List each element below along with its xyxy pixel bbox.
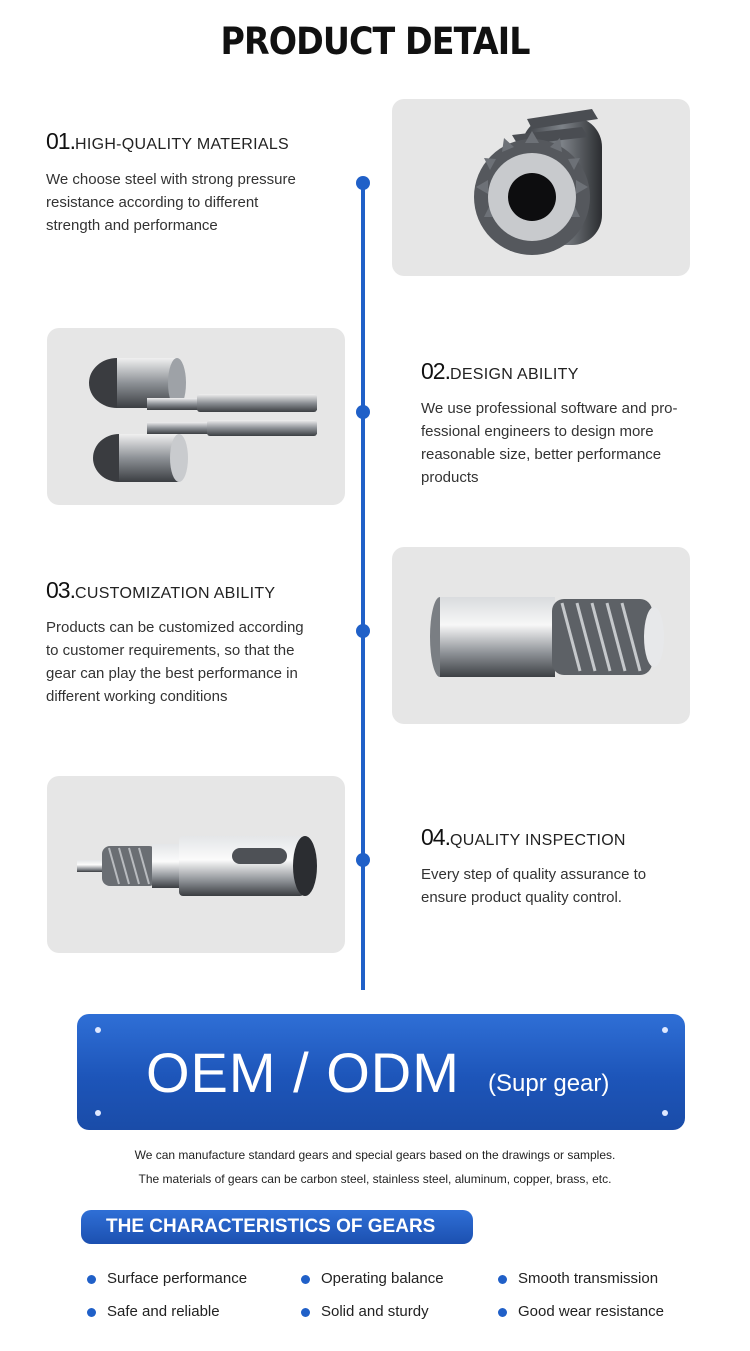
section-title: QUALITY INSPECTION [449, 832, 626, 849]
spur-gear-image [392, 99, 690, 276]
characteristic-item [518, 1303, 664, 1320]
timeline-dot [356, 624, 370, 638]
description-line: reasonable size, better performance [421, 446, 662, 463]
description-line: ensure product quality control. [421, 889, 622, 906]
description-line: to customer requirements, so that the [46, 642, 295, 659]
description-line: We use professional software and pro- [421, 400, 678, 417]
description-line: products [421, 469, 479, 486]
section-description [46, 616, 336, 708]
section-description [46, 168, 336, 237]
description-line: strength and performance [46, 217, 218, 234]
characteristic-label: Smooth transmission [518, 1270, 659, 1287]
characteristic-label: Safe and reliable [107, 1303, 220, 1320]
section-heading [421, 358, 579, 385]
helical-gear-shaft-image [392, 547, 690, 724]
bullet-dot [498, 1275, 507, 1284]
bullet-dot [87, 1308, 96, 1317]
timeline-line [361, 183, 365, 990]
section-heading [421, 824, 626, 851]
characteristic-label: Operating balance [321, 1270, 444, 1287]
characteristic-item [107, 1303, 220, 1320]
timeline-dot [356, 853, 370, 867]
materials-note: The materials of gears can be carbon steel, stainless steel, aluminum, copper, brass, etc. [138, 1172, 612, 1186]
rivet-dot [662, 1027, 668, 1033]
section-number: 04. [421, 824, 450, 850]
oem-odm-banner [77, 1014, 685, 1130]
description-line: Every step of quality assurance to [421, 866, 647, 883]
description-line: Products can be customized according [46, 619, 304, 636]
rivet-dot [95, 1027, 101, 1033]
characteristic-label: Solid and sturdy [321, 1303, 429, 1320]
section-heading [46, 577, 275, 604]
rivet-dot [662, 1110, 668, 1116]
page-title: PRODUCT DETAIL [220, 20, 530, 63]
bullet-dot [301, 1308, 310, 1317]
characteristic-label: Surface performance [107, 1270, 248, 1287]
gear-shafts-image [47, 328, 345, 505]
section-title: HIGH-QUALITY MATERIALS [74, 136, 290, 153]
bullet-dot [87, 1275, 96, 1284]
description-line: fessional engineers to design more [421, 423, 654, 440]
banner-subtitle: (Supr gear) [488, 1070, 610, 1097]
characteristic-item [107, 1270, 247, 1287]
rivet-dot [95, 1110, 101, 1116]
bullet-dot [301, 1275, 310, 1284]
section-number: 01. [46, 128, 75, 154]
section-description [421, 397, 711, 489]
section-number: 03. [46, 577, 75, 603]
timeline-dot [356, 405, 370, 419]
description-line: We choose steel with strong pressure [46, 171, 296, 188]
characteristic-item [321, 1270, 444, 1287]
banner-title: OEM / ODM [146, 1041, 460, 1104]
section-heading [46, 128, 289, 155]
pinion-shaft-image [47, 776, 345, 953]
section-description [421, 863, 711, 909]
characteristics-heading [81, 1210, 473, 1244]
section-number: 02. [421, 358, 450, 384]
timeline-dot [356, 176, 370, 190]
bullet-dot [498, 1308, 507, 1317]
characteristic-item [518, 1270, 658, 1287]
characteristics-heading-text: THE CHARACTERISTICS OF GEARS [106, 1216, 436, 1237]
characteristic-item [321, 1303, 429, 1320]
description-line: resistance according to different [46, 194, 259, 211]
manufacture-note: We can manufacture standard gears and special gears based on the drawings or samples. [134, 1148, 616, 1162]
characteristic-label: Good wear resistance [518, 1303, 664, 1320]
description-line: gear can play the best performance in [46, 665, 298, 682]
description-line: different working conditions [46, 688, 228, 705]
section-title: CUSTOMIZATION ABILITY [74, 585, 276, 602]
section-title: DESIGN ABILITY [449, 366, 579, 383]
